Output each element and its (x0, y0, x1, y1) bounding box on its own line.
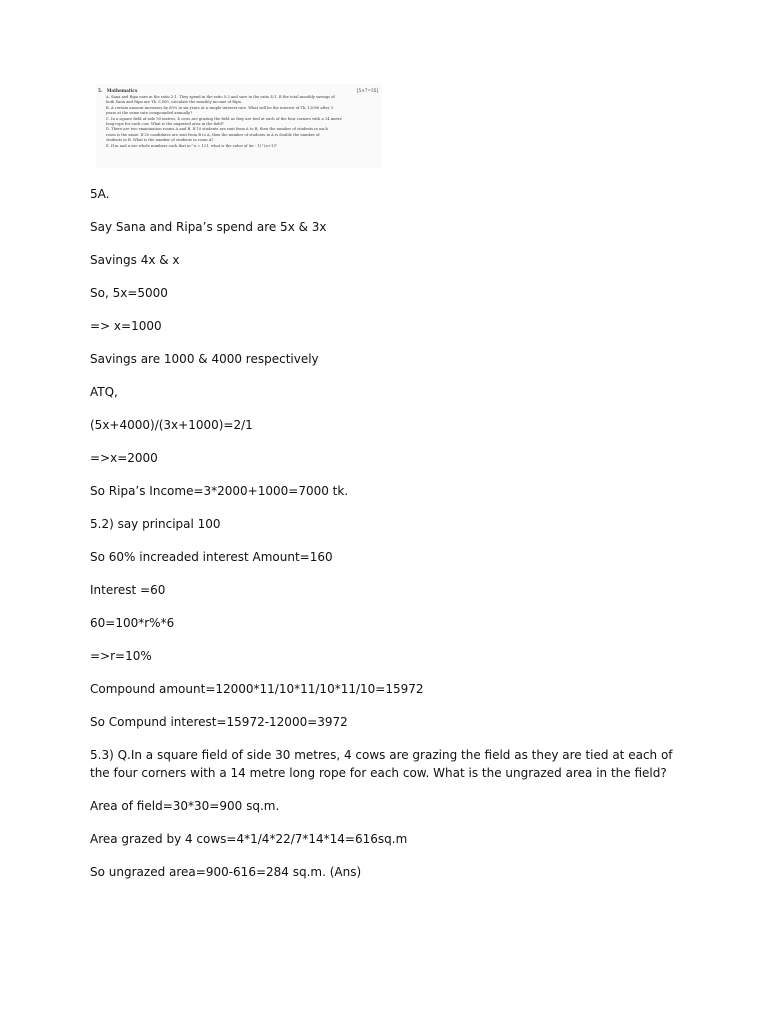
question-scan-image (96, 84, 382, 168)
scan-line: A. Sana and Ripa earn in the ratio 2:1. They spend in the ratio 5:3 and save in the ratio 4:1. If the total monthly savings of (106, 95, 335, 99)
text-line: So Ripa’s Income=3*2000+1000=7000 tk. (90, 484, 349, 498)
text-line: Interest =60 (90, 583, 166, 597)
text-line: Compound amount=12000*11/10*11/10*11/10=15972 (90, 682, 424, 696)
scan-line: D. There are two examination rooms A and B. If 10 students are sent from A to B, then the number of students in each (106, 127, 328, 132)
text-line: =>r=10% (90, 649, 152, 663)
text-line: 60=100*r%*6 (90, 616, 175, 630)
heading-5-3: 5.3) Q.In a square field of side 30 metres, 4 cows are grazing the field as they are tied at each of the four corners with a 14 metre long rope for each cow. What is the ungrazed area in the field? (90, 748, 673, 780)
scan-line: room is the same. If 20 candidates are sent from B to A, then the number of students in A is double the number of (106, 132, 320, 137)
scan-marks: [5×7=35] (357, 88, 378, 93)
text-line: =>x=2000 (90, 451, 158, 465)
text-line: Area of field=30*30=900 sq.m. (90, 799, 280, 813)
text-line: So, 5x=5000 (90, 286, 168, 300)
heading-5a: 5A. (90, 187, 110, 201)
scan-title: Mathematics (106, 88, 138, 93)
scan-question-list (106, 95, 378, 149)
text-line: So ungrazed area=900-616=284 sq.m. (Ans) (90, 865, 362, 879)
scan-section-number: 5. (98, 88, 103, 93)
scan-header (98, 88, 380, 93)
text-line: So 60% increaded interest Amount=160 (90, 550, 333, 564)
text-line: Area grazed by 4 cows=4*1/4*22/7*14*14=616sq.m (90, 832, 408, 846)
scan-line: B. A certain amount increases by 60% in six years at a simple interest rate. What will be the interest of Tk. 12000 after 3 (106, 105, 333, 110)
text-line: Savings 4x & x (90, 253, 180, 267)
text-line: Savings are 1000 & 4000 respectively (90, 352, 319, 366)
text-line: So Compund interest=15972-12000=3972 (90, 715, 348, 729)
text-line: Say Sana and Ripa’s spend are 5x & 3x (90, 220, 327, 234)
scan-line: C. In a square field of side 30 metres, 4 cows are grazing the field as they are tied at each of the four corners with a 14 metre (106, 116, 342, 121)
scan-line: E. If m and n are whole numbers such that m^n = 121, what is the value of (m - 1)^(n+1)? (106, 143, 277, 148)
text-line: => x=1000 (90, 319, 162, 333)
text-line: ATQ, (90, 385, 118, 399)
scan-line: both Sana and Ripa are Tk. 5,000, calculate the monthly income of Ripa. (106, 100, 242, 105)
scan-line: long rope for each cow. What is the ungrazed area in the field? (106, 122, 224, 127)
heading-5-2: 5.2) say principal 100 (90, 517, 221, 531)
scan-line: students in B. What is the number of students in room A? (106, 138, 214, 143)
answer-text (90, 185, 690, 896)
scan-line: years at the same rate compounded annually? (106, 111, 193, 116)
text-line: (5x+4000)/(3x+1000)=2/1 (90, 418, 253, 432)
